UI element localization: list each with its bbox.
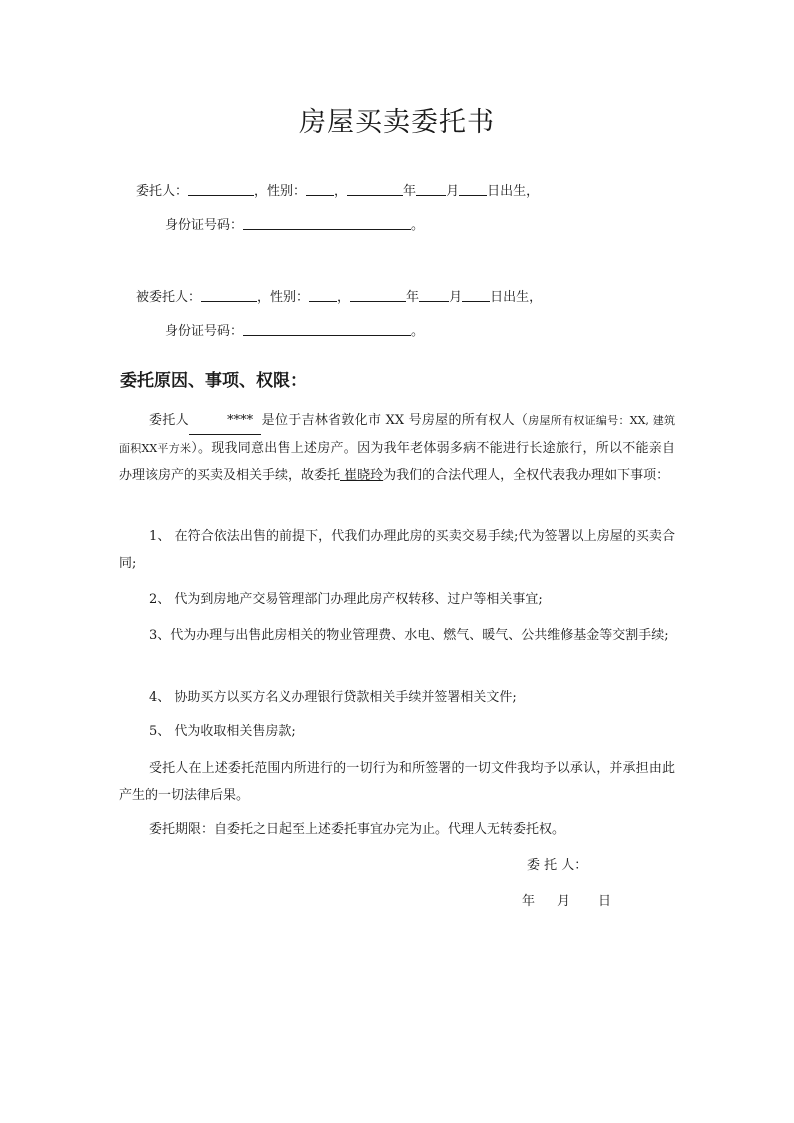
agent-gender-blank[interactable] [309,288,337,302]
principal-month-label: 月 [446,184,460,199]
item-5: 5、 代为收取相关售房款; [149,724,296,739]
principal-born-label: 日出生， [487,184,540,199]
agent-id-end: 。 [411,324,425,339]
section-heading: 委托原因、事项、权限： [120,371,307,391]
agent-name: 崔晓玲 [340,468,384,483]
intro-text-4: 为我们的合法代理人，全权代表我办理如下事项： [383,468,670,483]
item-3: 3、代为办理与出售此房相关的物业管理费、水电、燃气、暖气、公共维修基金等交割手续; [149,628,669,643]
signature-label: 委 托 人： [527,858,588,873]
principal-year-label: 年 [403,184,417,199]
property-cert-info: 房屋所有权证编号：XX, 建筑面积XX平方米 [119,414,675,455]
agent-year-label: 年 [406,290,420,305]
agent-birth-year-blank[interactable] [350,288,406,302]
agent-label: 被委托人： [136,290,202,305]
principal-id-end: 。 [411,218,425,233]
principal-gender-blank[interactable] [306,182,334,196]
agent-name-blank[interactable] [201,288,257,302]
principal-gender-label: ，性别： [254,184,307,199]
intro-text-3: ）。现我同意出售上述房产。因为我年老体弱多病不能进行长途旅行，所以不能亲自办理该房产的买卖及相关手续，故委托 [119,441,675,483]
intro-paragraph [119,407,675,489]
principal-id-blank[interactable] [243,216,411,230]
period-paragraph: 委托期限：自委托之日起至上述委托事宜办完为止。代理人无转委托权。 [149,822,566,837]
owner-name: **** [189,407,262,435]
signature-year: 年 [522,894,536,909]
liability-paragraph: 受托人在上述委托范围内所进行的一切行为和所签署的一切文件我均予以承认，并承担由此产生的一切法律后果。 [119,761,675,803]
principal-id-label: 身份证号码： [165,218,244,233]
item-1: 1、 在符合依法出售的前提下，代我们办理此房的买卖交易手续;代为签署以上房屋的买卖合同; [119,529,675,571]
agent-born-label: 日出生， [490,290,543,305]
principal-birth-day-blank[interactable] [459,182,487,196]
principal-info-line [136,182,539,202]
principal-birth-year-blank[interactable] [347,182,403,196]
document-title: 房屋买卖委托书 [299,107,495,138]
agent-birth-day-blank[interactable] [462,288,490,302]
agent-info-line [136,288,542,308]
principal-sep: ， [334,184,348,199]
agent-birth-month-blank[interactable] [419,288,449,302]
agent-gender-label: ，性别： [257,290,310,305]
intro-text-2: 是位于吉林省敦化市 XX 号房屋的所有权人（ [261,413,529,428]
item-4: 4、 协助买方以买方名义办理银行贷款相关手续并签署相关文件; [149,690,517,705]
intro-text-1: 委托人 [149,413,189,428]
signature-month: 月 [557,894,571,909]
principal-birth-month-blank[interactable] [416,182,446,196]
signature-day: 日 [598,894,612,909]
principal-id-line [165,216,424,236]
principal-name-blank[interactable] [188,182,254,196]
principal-label: 委托人： [136,184,189,199]
agent-sep: ， [337,290,351,305]
agent-month-label: 月 [449,290,463,305]
agent-id-blank[interactable] [243,322,411,336]
agent-id-label: 身份证号码： [165,324,244,339]
item-2: 2、 代为到房地产交易管理部门办理此房产权转移、过户等相关事宜; [149,592,543,607]
agent-id-line [165,322,424,342]
